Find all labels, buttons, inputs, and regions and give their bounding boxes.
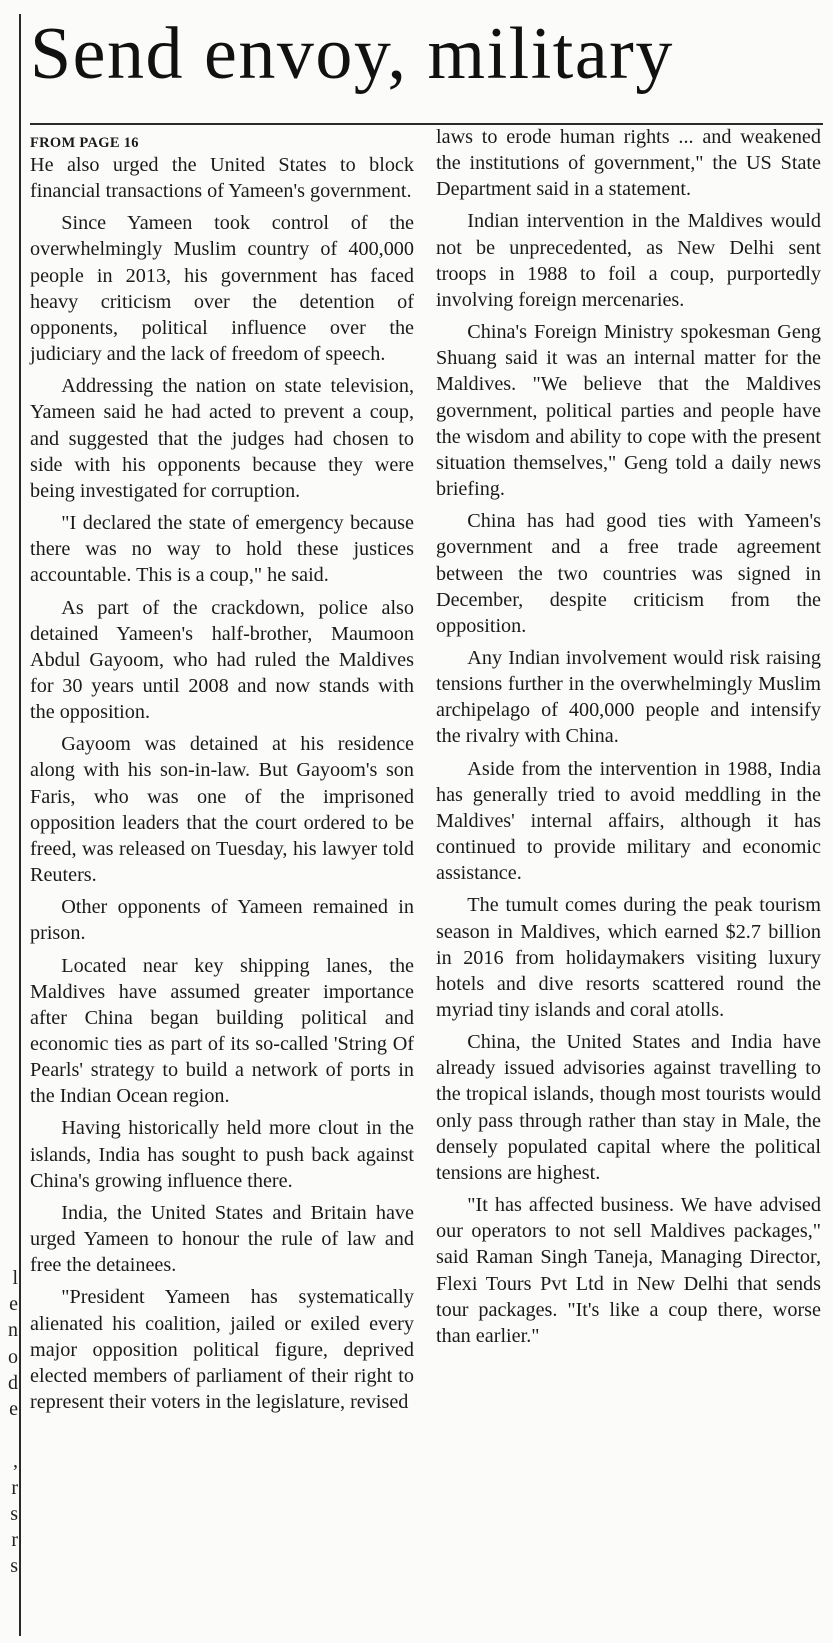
paragraph: He also urged the United States to block financial transactions of Yameen's government. xyxy=(30,154,414,203)
paragraph: Any Indian involvement would risk raising tensions further in the overwhelmingly Muslim archipelago of 400,000 people and intensify the rivalry with China. xyxy=(436,646,821,748)
paragraph: China's Foreign Ministry spokesman Geng Shuang said it was an internal matter for the Maldives. "We believe that the Maldives government, political parties and people have the wisdom and ability to cope with the present situation themselves," Geng told a daily news briefing. xyxy=(436,321,821,501)
paragraph: Located near key shipping lanes, the Maldives have assumed greater importance after China began building political and economic ties as part of its so-called 'String Of Pearls' strategy to build a network of ports in the Indian Ocean region. xyxy=(30,954,414,1108)
paragraph: As part of the crackdown, police also detained Yameen's half-brother, Maumoon Abdul Gayoom, who had ruled the Maldives for 30 years until 2008 and now stands with the opposition. xyxy=(30,596,414,724)
article-column-left xyxy=(30,124,414,1421)
fragment-letter: s xyxy=(10,1555,18,1578)
paragraph: The tumult comes during the peak tourism season in Maldives, which earned $2.7 billion in 2016 from holidaymakers visiting luxury hotels and dive resorts scattered round the myriad tiny islands and coral atolls. xyxy=(436,894,821,1021)
fragment-letter: , xyxy=(13,1450,18,1473)
fragment-letter: s xyxy=(10,1502,18,1525)
paragraph: Other opponents of Yameen remained in prison. xyxy=(30,896,414,945)
paragraph: Aside from the intervention in 1988, India has generally tried to avoid meddling in the Maldives' internal affairs, although it has continued to provide military and economic assistance. xyxy=(436,757,821,885)
continuation-kicker: FROM PAGE 16 xyxy=(30,135,139,151)
paragraph: laws to erode human rights ... and weakened the institutions of government," the US State Department said in a statement. xyxy=(436,126,821,201)
fragment-letter xyxy=(0,1422,18,1448)
paragraph: Indian intervention in the Maldives would not be unprecedented, as New Delhi sent troops in 1988 to foil a coup, purportedly involving foreign mercenaries. xyxy=(436,210,821,311)
headline: Send envoy, military xyxy=(30,13,674,95)
fragment-letter: l xyxy=(12,1267,18,1289)
left-column-rule xyxy=(19,14,21,1636)
adjacent-article-fragments xyxy=(0,1265,18,1579)
paragraph: India, the United States and Britain have urged Yameen to honour the rule of law and free the detainees. xyxy=(30,1201,414,1277)
paragraph: "It has affected business. We have advised our operators to not sell Maldives packages," said Raman Singh Taneja, Managing Director, Flexi Tours Pvt Ltd in New Delhi that sends tour packages. "It's like a coup there, worse than earlier." xyxy=(436,1194,821,1347)
paragraph: China, the United States and India have already issued advisories against travelling to the tropical islands, though most tourists would only pass through rather than stay in Male, the densely populated capital where the political tensions are highest. xyxy=(436,1031,821,1184)
fragment-letter: r xyxy=(11,1528,18,1551)
fragment-letter: e xyxy=(9,1293,18,1316)
paragraph: "President Yameen has systematically alienated his coalition, jailed or exiled every major opposition political figure, deprived elected members of parliament of their right to represent their voters in the legislature, revised xyxy=(30,1286,414,1414)
fragment-letter: n xyxy=(8,1319,18,1342)
fragment-letter: e xyxy=(9,1397,18,1420)
fragment-letter: d xyxy=(8,1371,18,1394)
paragraph: Having historically held more clout in the islands, India has sought to push back against China's growing influence there. xyxy=(30,1117,414,1192)
paragraph: China has had good ties with Yameen's government and a free trade agreement between the two countries was signed in December, despite criticism from the opposition. xyxy=(436,510,821,637)
paragraph: Gayoom was detained at his residence along with his son-in-law. But Gayoom's son Faris, who was one of the imprisoned opposition leaders that the court ordered to be freed, was released on Tuesday, his lawyer told Reuters. xyxy=(30,733,414,887)
paragraph: Addressing the nation on state television, Yameen said he had acted to prevent a coup, and suggested that the judges had chosen to side with his opponents because they were being investigated for corruption. xyxy=(30,375,414,502)
paragraph: "I declared the state of emergency because there was no way to hold these justices accountable. This is a coup," he said. xyxy=(30,512,414,587)
fragment-letter: r xyxy=(11,1476,18,1499)
paragraph: Since Yameen took control of the overwhelmingly Muslim country of 400,000 people in 2013, his government has faced heavy criticism over the detention of opponents, political influence over the judiciary and the lack of freedom of speech. xyxy=(30,212,414,366)
fragment-letter: o xyxy=(8,1345,18,1368)
article-column-right xyxy=(436,124,821,1355)
